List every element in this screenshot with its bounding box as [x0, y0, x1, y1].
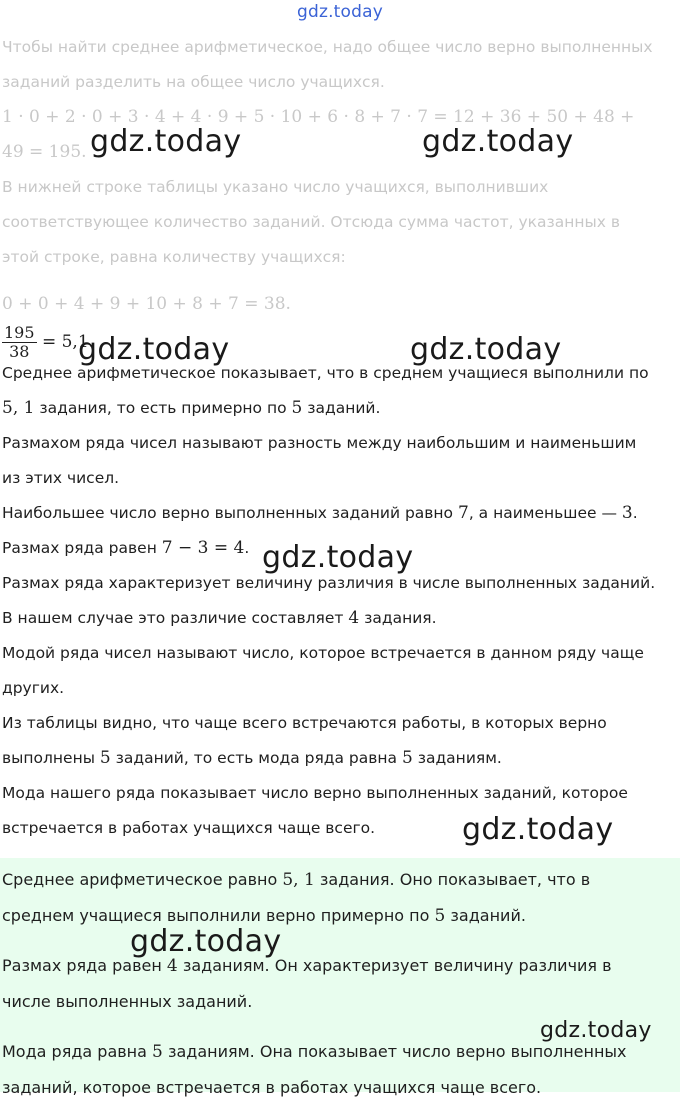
text-span: заданиям.: [412, 749, 502, 767]
text-span: .: [244, 539, 250, 557]
text-line: [2, 496, 678, 531]
text-span: задания.: [359, 609, 437, 627]
text-span: заданиям. Она показывает число верно выполненных: [162, 1042, 627, 1061]
math-value: 5: [401, 748, 413, 768]
site-logo[interactable]: gdz.today: [296, 2, 384, 22]
text-line: этой строке, равна количеству учащихся:: [2, 248, 346, 266]
text-line: Размах ряда характеризует величину различия в числе выполненных заданий.: [2, 574, 656, 592]
text-span: .: [632, 504, 638, 522]
text-line: Среднее арифметическое показывает, что в среднем учащиеся выполнили по: [2, 364, 649, 382]
text-line: заданий разделить на общее число учащихся.: [2, 73, 385, 91]
text-span: Наибольшее число верно выполненных заданий равно: [2, 504, 458, 522]
formula-line: 0 + 0 + 4 + 9 + 10 + 8 + 7 = 38.: [2, 294, 291, 314]
text-line: [2, 391, 678, 426]
text-span: Среднее арифметическое равно: [2, 870, 283, 889]
text-line: [2, 601, 678, 636]
answer-line: [2, 898, 678, 934]
text-span: , а наименьшее —: [468, 504, 622, 522]
text-line: других.: [2, 679, 65, 697]
math-value: 7 − 3 = 4: [161, 538, 245, 558]
text-span: задания, то есть примерно по: [34, 399, 292, 417]
answer-text: [2, 862, 678, 1106]
text-line: соответствующее количество заданий. Отсюда сумма частот, указанных в: [2, 213, 620, 231]
text-span: заданий, то есть мода ряда равна: [110, 749, 402, 767]
math-value: 5: [99, 748, 111, 768]
text-line: В нижней строке таблицы указано число учащихся, выполнивших: [2, 178, 549, 196]
math-value: 5: [291, 398, 303, 418]
watermark: gdz.today: [422, 124, 574, 159]
fraction-denominator: 38: [9, 342, 30, 361]
math-value: 5: [152, 1042, 163, 1062]
text-span: заданий.: [302, 399, 381, 417]
answer-line: [2, 948, 678, 984]
math-value: 5: [434, 906, 446, 926]
watermark: gdz.today: [462, 812, 614, 847]
math-value: 4: [166, 956, 178, 976]
text-span: Мода ряда равна: [2, 1042, 153, 1061]
math-value: 5, 1: [2, 398, 35, 418]
watermark: gdz.today: [262, 540, 414, 575]
text-line: Модой ряда чисел называют число, которое встречается в данном ряду чаще: [2, 644, 644, 662]
text-span: заданий.: [445, 906, 526, 925]
math-value: 4: [348, 608, 360, 628]
text-span: выполнены: [2, 749, 100, 767]
watermark: gdz.today: [540, 1018, 652, 1043]
watermark: gdz.today: [90, 124, 242, 159]
math-value: 7: [457, 503, 469, 523]
formula-line: 49 = 195.: [2, 142, 87, 162]
fraction-numerator: 195: [4, 323, 35, 342]
text-line: из этих чисел.: [2, 469, 120, 487]
formula-line: 1 · 0 + 2 · 0 + 3 · 4 + 4 · 9 + 5 · 10 + 6 · 8 + 7 · 7 = 12 + 36 + 50 + 48 +: [2, 107, 635, 127]
answer-line: числе выполненных заданий.: [2, 992, 253, 1011]
text-span: задания. Оно показывает, что в: [314, 870, 591, 889]
text-span: среднем учащиеся выполнили верно примерно по: [2, 906, 435, 925]
text-line: Чтобы найти среднее арифметическое, надо общее число верно выполненных: [2, 38, 653, 56]
fraction-result: = 5,1.: [36, 332, 95, 352]
text-line: Размахом ряда чисел называют разность между наибольшим и наименьшим: [2, 434, 637, 452]
text-line: Мода нашего ряда показывает число верно выполненных заданий, которое: [2, 784, 628, 802]
answer-line: заданий, которое встречается в работах учащихся чаще всего.: [2, 1078, 542, 1097]
text-span: заданиям. Он характеризует величину различия в: [177, 956, 612, 975]
math-value: 3: [621, 503, 633, 523]
watermark: gdz.today: [130, 924, 282, 959]
watermark: gdz.today: [78, 332, 230, 367]
text-line: встречается в работах учащихся чаще всего.: [2, 819, 376, 837]
answer-line: [2, 862, 678, 898]
text-line: Из таблицы видно, что чаще всего встречаются работы, в которых верно: [2, 714, 607, 732]
text-line: [2, 741, 678, 776]
text-span: В нашем случае это различие составляет: [2, 609, 349, 627]
math-value: 5, 1: [282, 870, 315, 890]
text-span: Размах ряда равен: [2, 539, 162, 557]
watermark: gdz.today: [410, 332, 562, 367]
text-span: Размах ряда равен: [2, 956, 167, 975]
